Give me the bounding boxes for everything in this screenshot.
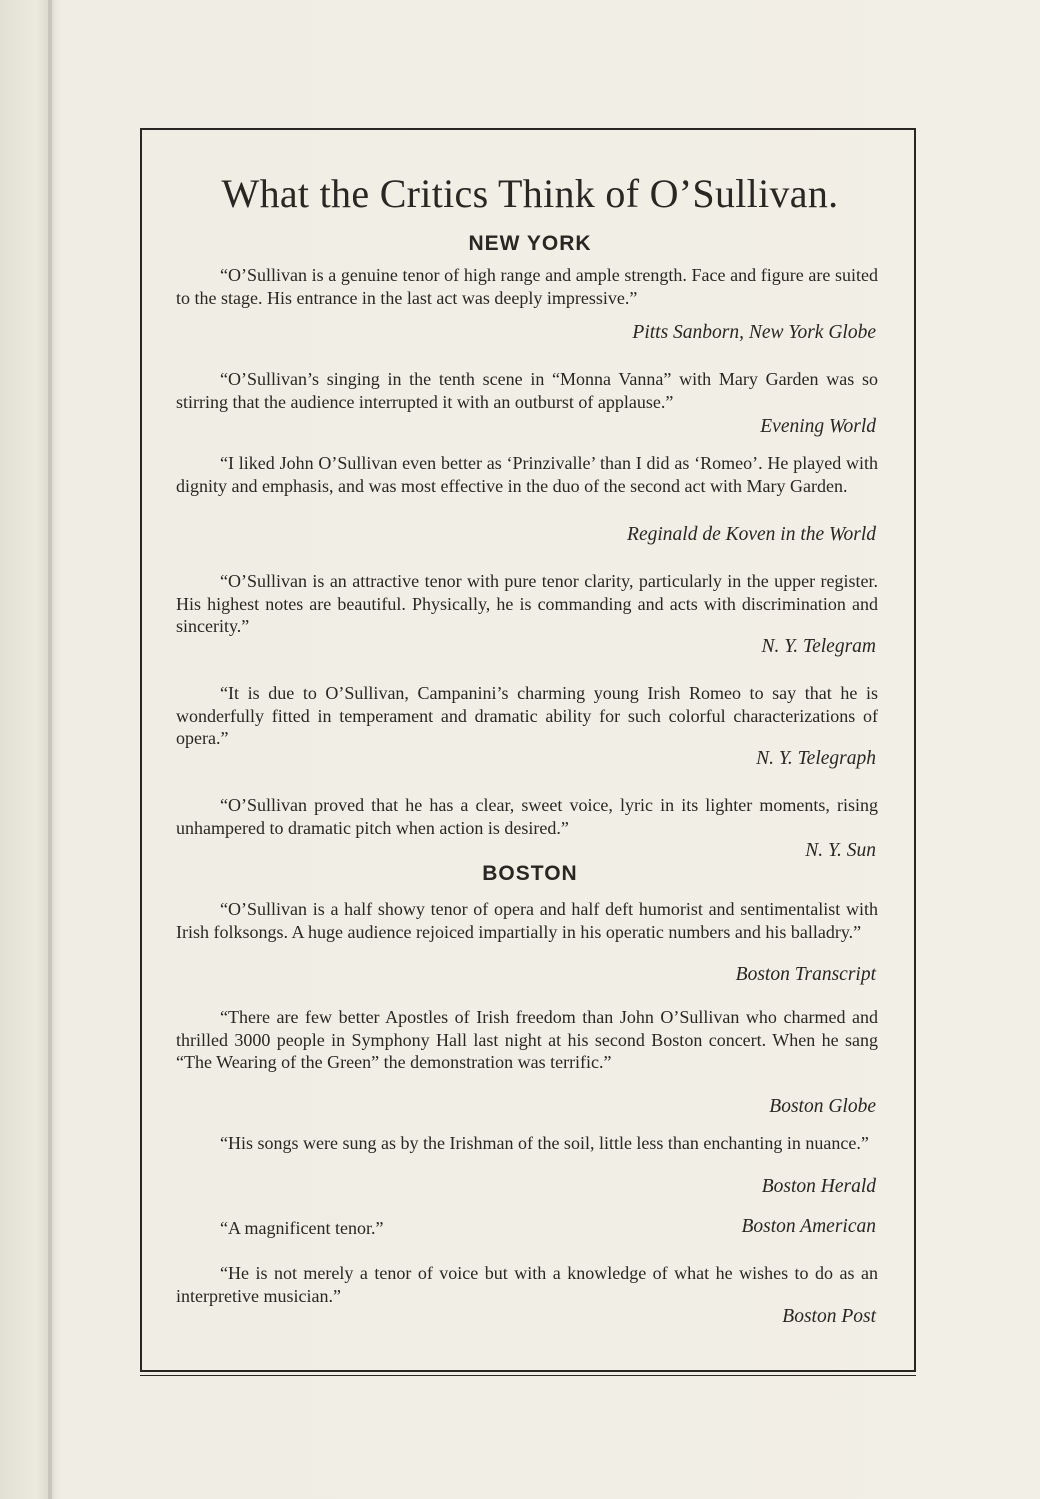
review-source: Boston Transcript [735,964,876,985]
binding-shadow [48,0,62,1499]
page-title: What the Critics Think of O’Sullivan. [221,171,839,216]
review-source: N. Y. Telegraph [756,748,876,769]
review-quote: “O’Sullivan proved that he has a clear, sweet voice, lyric in its lighter moments, rising unhampered to dramatic pitch when action is desired.” [176,795,878,838]
review-quote: “O’Sullivan is a genuine tenor of high range and ample strength. Face and figure are suited to the stage. His entrance in the last act was deeply impressive.” [176,265,878,308]
section-heading-boston: BOSTON [482,862,578,885]
section-heading-new-york: NEW YORK [468,232,592,255]
review-quote: “O’Sullivan is a half showy tenor of opera and half deft humorist and sentimentalist with Irish folksongs. A huge audience rejoiced impartially in his operatic numbers and his balladry.” [176,899,878,942]
facing-page-edge [0,0,52,1499]
review-source: Boston Post [782,1306,876,1327]
bordered-frame [140,128,916,1372]
review-source: Boston American [741,1216,876,1237]
review-source: Pitts Sanborn, New York Globe [632,322,876,343]
review-source: N. Y. Sun [805,840,876,861]
review-quote: “There are few better Apostles of Irish freedom than John O’Sullivan who charmed and thrilled 3000 people in Symphony Hall last night at his second Boston concert. When he sang “The Wearing of the Green” the demonstration was terrific.” [176,1007,878,1072]
review-quote: “O’Sullivan is an attractive tenor with pure tenor clarity, particularly in the upper register. His highest notes are beautiful. Physically, he is commanding and acts with discrimination and sincerity.” [176,571,878,636]
review-quote: “O’Sullivan’s singing in the tenth scene in “Monna Vanna” with Mary Garden was so stirring that the audience interrupted it with an outburst of applause.” [176,369,878,412]
review-source: N. Y. Telegram [761,636,876,657]
review-source: Evening World [760,416,876,437]
review-source: Boston Herald [761,1176,876,1197]
review-quote: “It is due to O’Sullivan, Campanini’s charming young Irish Romeo to say that he is wonderfully fitted in temperament and dramatic ability for such colorful characterizations of opera.” [176,683,878,748]
review-quote: “A magnificent tenor.” [220,1218,384,1238]
review-quote: “His songs were sung as by the Irishman of the soil, little less than enchanting in nuance.” [220,1133,869,1153]
review-source: Reginald de Koven in the World [627,524,876,545]
review-quote: “He is not merely a tenor of voice but with a knowledge of what he wishes to do as an interpretive musician.” [176,1263,878,1306]
review-source: Boston Globe [769,1096,876,1117]
review-quote: “I liked John O’Sullivan even better as ‘Prinzivalle’ than I did as ‘Romeo’. He played with dignity and emphasis, and was most effective in the duo of the second act with Mary Garden. [176,453,878,496]
